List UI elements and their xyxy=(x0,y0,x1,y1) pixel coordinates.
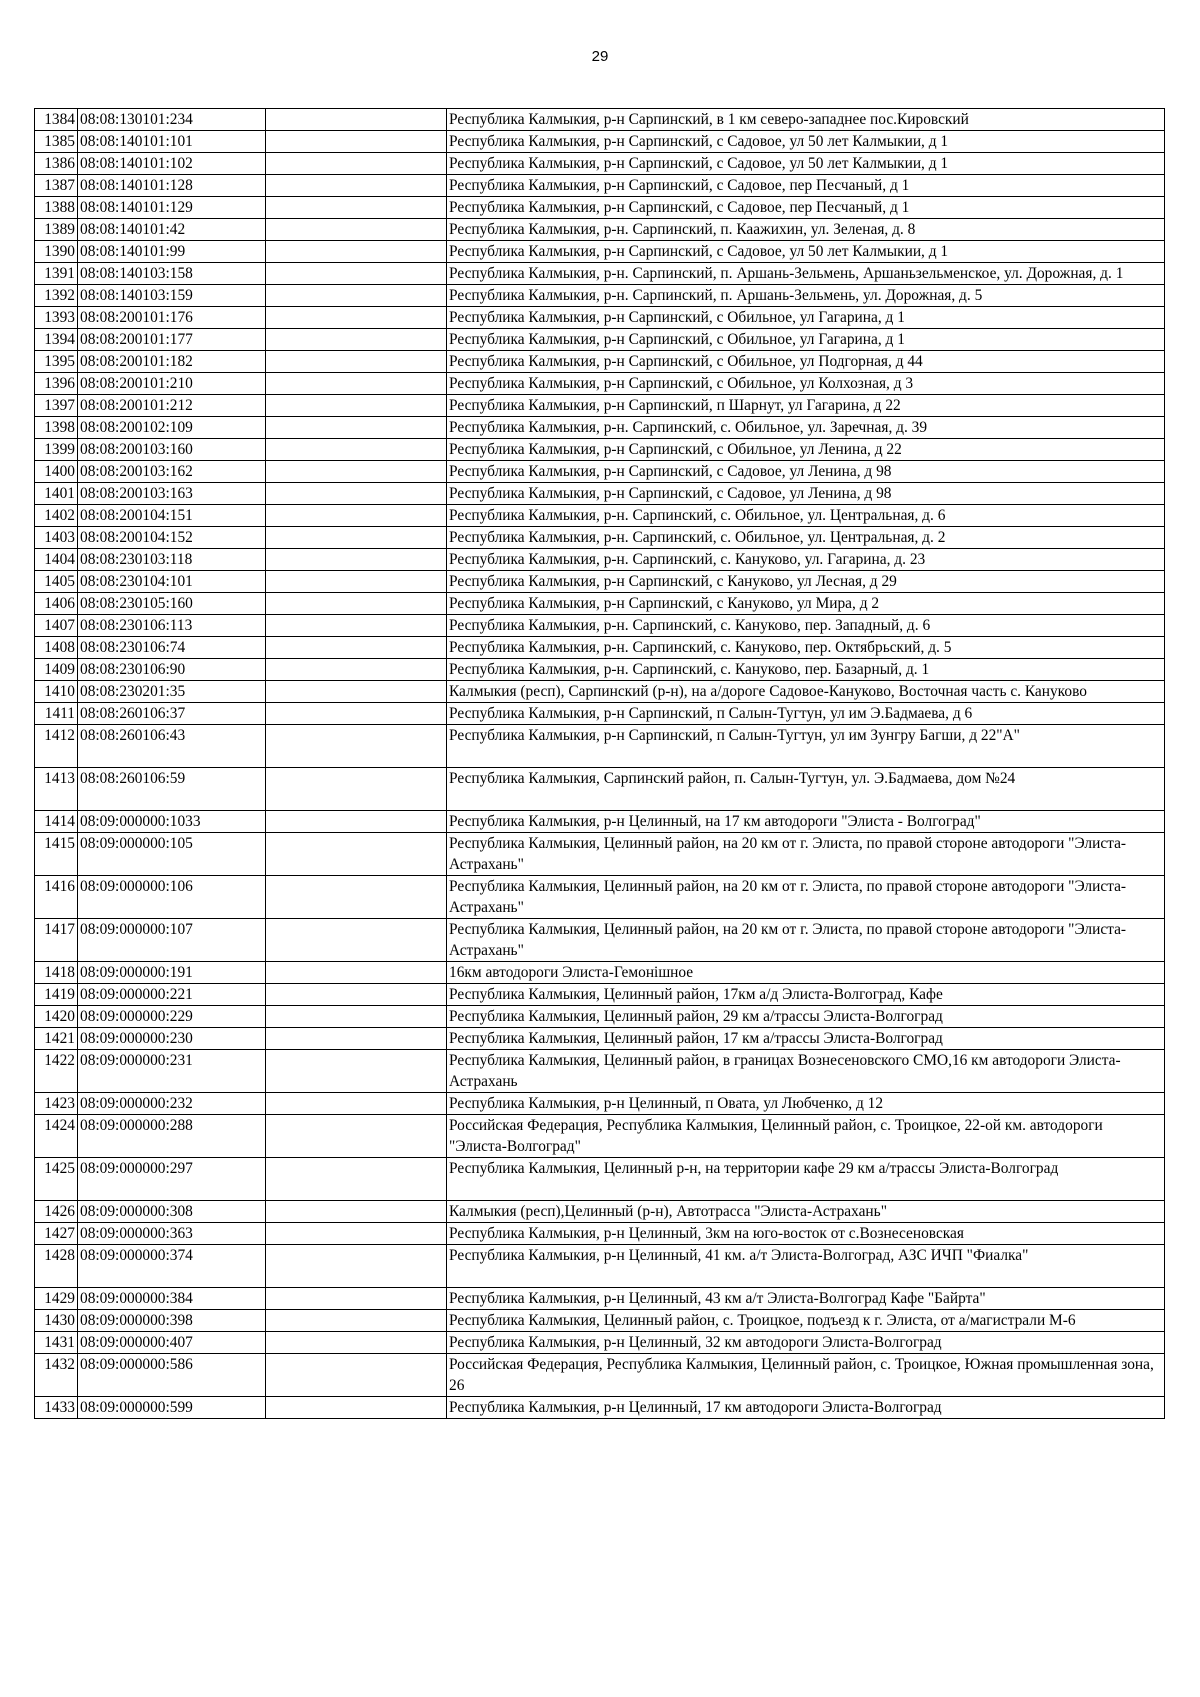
row-number-cell: 1410 xyxy=(35,681,78,703)
empty-cell xyxy=(266,1115,447,1158)
row-number-cell: 1422 xyxy=(35,1050,78,1093)
cadastral-number-cell: 08:09:000000:230 xyxy=(78,1028,266,1050)
address-cell: Республика Калмыкия, р-н. Сарпинский, с. Кануково, ул. Гагарина, д. 23 xyxy=(447,549,1165,571)
cadastral-number-cell: 08:09:000000:398 xyxy=(78,1310,266,1332)
empty-cell xyxy=(266,703,447,725)
empty-cell xyxy=(266,263,447,285)
cadastral-number-cell: 08:08:140101:101 xyxy=(78,131,266,153)
table-row xyxy=(35,219,1165,241)
address-cell: Республика Калмыкия, р-н Целинный, п Овата, ул Любченко, д 12 xyxy=(447,1093,1165,1115)
row-number-cell: 1424 xyxy=(35,1115,78,1158)
table-row xyxy=(35,175,1165,197)
registry-table-body xyxy=(35,109,1165,1419)
address-cell: Республика Калмыкия, р-н. Сарпинский, п. Аршань-Зельмень, ул. Дорожная, д. 5 xyxy=(447,285,1165,307)
table-row xyxy=(35,962,1165,984)
empty-cell xyxy=(266,1245,447,1288)
row-number-cell: 1408 xyxy=(35,637,78,659)
address-cell: Республика Калмыкия, Целинный район, 17 км а/трассы Элиста-Волгоград xyxy=(447,1028,1165,1050)
cadastral-number-cell: 08:08:260106:43 xyxy=(78,725,266,768)
table-row xyxy=(35,615,1165,637)
table-row xyxy=(35,131,1165,153)
address-cell: Республика Калмыкия, р-н Целинный, 3км на юго-восток от с.Вознесеновская xyxy=(447,1223,1165,1245)
row-number-cell: 1433 xyxy=(35,1397,78,1419)
empty-cell xyxy=(266,505,447,527)
address-cell: Республика Калмыкия, р-н. Сарпинский, с. Кануково, пер. Западный, д. 6 xyxy=(447,615,1165,637)
cadastral-number-cell: 08:09:000000:229 xyxy=(78,1006,266,1028)
address-cell: Республика Калмыкия, р-н. Сарпинский, с. Обильное, ул. Центральная, д. 2 xyxy=(447,527,1165,549)
cadastral-number-cell: 08:08:200102:109 xyxy=(78,417,266,439)
address-cell: Республика Калмыкия, р-н Сарпинский, в 1 км северо-западнее пос.Кировский xyxy=(447,109,1165,131)
empty-cell xyxy=(266,483,447,505)
empty-cell xyxy=(266,919,447,962)
empty-cell xyxy=(266,285,447,307)
address-cell: Республика Калмыкия, р-н Сарпинский, с Садовое, ул Ленина, д 98 xyxy=(447,483,1165,505)
address-cell: Республика Калмыкия, р-н Целинный, на 17 км автодороги "Элиста - Волгоград" xyxy=(447,811,1165,833)
empty-cell xyxy=(266,329,447,351)
row-number-cell: 1388 xyxy=(35,197,78,219)
cadastral-number-cell: 08:08:140101:129 xyxy=(78,197,266,219)
address-cell: Республика Калмыкия, Целинный район, на 20 км от г. Элиста, по правой стороне автодороги "Элиста-Астрахань" xyxy=(447,919,1165,962)
address-cell: Республика Калмыкия, р-н Сарпинский, с Обильное, ул Гагарина, д 1 xyxy=(447,307,1165,329)
address-cell: Республика Калмыкия, Целинный р-н, на территории кафе 29 км а/трассы Элиста-Волгоград xyxy=(447,1158,1165,1201)
cadastral-number-cell: 08:08:200101:212 xyxy=(78,395,266,417)
empty-cell xyxy=(266,417,447,439)
cadastral-number-cell: 08:08:200101:176 xyxy=(78,307,266,329)
address-cell: 16км автодороги Элиста-Гемонішное xyxy=(447,962,1165,984)
cadastral-number-cell: 08:09:000000:288 xyxy=(78,1115,266,1158)
table-row xyxy=(35,395,1165,417)
table-row xyxy=(35,1201,1165,1223)
address-cell: Республика Калмыкия, р-н. Сарпинский, п. Каажихин, ул. Зеленая, д. 8 xyxy=(447,219,1165,241)
address-cell: Калмыкия (респ),Целинный (р-н), Автотрасса "Элиста-Астрахань" xyxy=(447,1201,1165,1223)
cadastral-number-cell: 08:08:230103:118 xyxy=(78,549,266,571)
cadastral-number-cell: 08:08:200101:182 xyxy=(78,351,266,373)
cadastral-number-cell: 08:08:140101:42 xyxy=(78,219,266,241)
table-row xyxy=(35,984,1165,1006)
empty-cell xyxy=(266,549,447,571)
row-number-cell: 1394 xyxy=(35,329,78,351)
table-row xyxy=(35,1223,1165,1245)
cadastral-number-cell: 08:08:230106:113 xyxy=(78,615,266,637)
cadastral-number-cell: 08:08:200103:160 xyxy=(78,439,266,461)
row-number-cell: 1416 xyxy=(35,876,78,919)
registry-table xyxy=(34,108,1165,1419)
row-number-cell: 1391 xyxy=(35,263,78,285)
cadastral-number-cell: 08:09:000000:231 xyxy=(78,1050,266,1093)
cadastral-number-cell: 08:09:000000:599 xyxy=(78,1397,266,1419)
row-number-cell: 1392 xyxy=(35,285,78,307)
table-row xyxy=(35,439,1165,461)
address-cell: Республика Калмыкия, р-н Сарпинский, с Обильное, ул Колхозная, д 3 xyxy=(447,373,1165,395)
row-number-cell: 1428 xyxy=(35,1245,78,1288)
table-row xyxy=(35,483,1165,505)
cadastral-number-cell: 08:09:000000:107 xyxy=(78,919,266,962)
row-number-cell: 1407 xyxy=(35,615,78,637)
table-row xyxy=(35,373,1165,395)
empty-cell xyxy=(266,1201,447,1223)
row-number-cell: 1396 xyxy=(35,373,78,395)
cadastral-number-cell: 08:09:000000:191 xyxy=(78,962,266,984)
address-cell: Республика Калмыкия, р-н Сарпинский, п Шарнут, ул Гагарина, д 22 xyxy=(447,395,1165,417)
empty-cell xyxy=(266,1310,447,1332)
cadastral-number-cell: 08:08:200104:151 xyxy=(78,505,266,527)
cadastral-number-cell: 08:08:200103:163 xyxy=(78,483,266,505)
cadastral-number-cell: 08:08:200101:210 xyxy=(78,373,266,395)
empty-cell xyxy=(266,1093,447,1115)
table-row xyxy=(35,681,1165,703)
cadastral-number-cell: 08:08:230104:101 xyxy=(78,571,266,593)
cadastral-number-cell: 08:08:140103:159 xyxy=(78,285,266,307)
empty-cell xyxy=(266,1354,447,1397)
row-number-cell: 1414 xyxy=(35,811,78,833)
address-cell: Республика Калмыкия, р-н Сарпинский, п Салын-Тугтун, ул им Э.Бадмаева, д 6 xyxy=(447,703,1165,725)
address-cell: Российская Федерация, Республика Калмыкия, Целинный район, с. Троицкое, Южная промышленная зона, 26 xyxy=(447,1354,1165,1397)
table-row xyxy=(35,351,1165,373)
row-number-cell: 1393 xyxy=(35,307,78,329)
row-number-cell: 1431 xyxy=(35,1332,78,1354)
empty-cell xyxy=(266,1158,447,1201)
row-number-cell: 1411 xyxy=(35,703,78,725)
cadastral-number-cell: 08:08:200103:162 xyxy=(78,461,266,483)
cadastral-number-cell: 08:08:140103:158 xyxy=(78,263,266,285)
empty-cell xyxy=(266,153,447,175)
row-number-cell: 1402 xyxy=(35,505,78,527)
table-row xyxy=(35,1332,1165,1354)
address-cell: Республика Калмыкия, р-н. Сарпинский, с. Кануково, пер. Октябрьский, д. 5 xyxy=(447,637,1165,659)
address-cell: Республика Калмыкия, Целинный район, на 20 км от г. Элиста, по правой стороне автодороги "Элиста-Астрахань" xyxy=(447,876,1165,919)
table-row xyxy=(35,593,1165,615)
address-cell: Республика Калмыкия, р-н. Сарпинский, с. Обильное, ул. Заречная, д. 39 xyxy=(447,417,1165,439)
table-row xyxy=(35,1028,1165,1050)
empty-cell xyxy=(266,461,447,483)
address-cell: Республика Калмыкия, р-н Сарпинский, с Садовое, ул Ленина, д 98 xyxy=(447,461,1165,483)
cadastral-number-cell: 08:09:000000:586 xyxy=(78,1354,266,1397)
address-cell: Республика Калмыкия, р-н. Сарпинский, п. Аршань-Зельмень, Аршаньзельменское, ул. Дорожная, д. 1 xyxy=(447,263,1165,285)
table-row xyxy=(35,1245,1165,1288)
table-row xyxy=(35,637,1165,659)
row-number-cell: 1432 xyxy=(35,1354,78,1397)
cadastral-number-cell: 08:09:000000:106 xyxy=(78,876,266,919)
cadastral-number-cell: 08:08:200104:152 xyxy=(78,527,266,549)
row-number-cell: 1413 xyxy=(35,768,78,811)
empty-cell xyxy=(266,1050,447,1093)
address-cell: Республика Калмыкия, Целинный район, 17км а/д Элиста-Волгоград, Кафе xyxy=(447,984,1165,1006)
row-number-cell: 1406 xyxy=(35,593,78,615)
address-cell: Республика Калмыкия, р-н Сарпинский, п Салын-Тугтун, ул им Зунгру Багши, д 22"А" xyxy=(447,725,1165,768)
cadastral-number-cell: 08:08:230106:90 xyxy=(78,659,266,681)
row-number-cell: 1417 xyxy=(35,919,78,962)
table-row xyxy=(35,919,1165,962)
table-row xyxy=(35,1397,1165,1419)
cadastral-number-cell: 08:09:000000:384 xyxy=(78,1288,266,1310)
table-row xyxy=(35,1093,1165,1115)
row-number-cell: 1395 xyxy=(35,351,78,373)
address-cell: Республика Калмыкия, р-н Сарпинский, с Садовое, пер Песчаный, д 1 xyxy=(447,175,1165,197)
row-number-cell: 1423 xyxy=(35,1093,78,1115)
address-cell: Калмыкия (респ), Сарпинский (р-н), на а/дороге Садовое-Кануково, Восточная часть с. Кануково xyxy=(447,681,1165,703)
empty-cell xyxy=(266,637,447,659)
table-row xyxy=(35,659,1165,681)
empty-cell xyxy=(266,307,447,329)
row-number-cell: 1426 xyxy=(35,1201,78,1223)
row-number-cell: 1399 xyxy=(35,439,78,461)
cadastral-number-cell: 08:08:230106:74 xyxy=(78,637,266,659)
cadastral-number-cell: 08:09:000000:374 xyxy=(78,1245,266,1288)
empty-cell xyxy=(266,197,447,219)
table-row xyxy=(35,811,1165,833)
empty-cell xyxy=(266,833,447,876)
table-row xyxy=(35,505,1165,527)
row-number-cell: 1400 xyxy=(35,461,78,483)
table-row xyxy=(35,876,1165,919)
table-row xyxy=(35,703,1165,725)
address-cell: Республика Калмыкия, р-н Сарпинский, с Садовое, ул 50 лет Калмыкии, д 1 xyxy=(447,153,1165,175)
cadastral-number-cell: 08:08:260106:37 xyxy=(78,703,266,725)
address-cell: Республика Калмыкия, р-н Сарпинский, с Кануково, ул Мира, д 2 xyxy=(447,593,1165,615)
row-number-cell: 1409 xyxy=(35,659,78,681)
cadastral-number-cell: 08:08:260106:59 xyxy=(78,768,266,811)
cadastral-number-cell: 08:09:000000:221 xyxy=(78,984,266,1006)
row-number-cell: 1418 xyxy=(35,962,78,984)
address-cell: Республика Калмыкия, Целинный район, 29 км а/трассы Элиста-Волгоград xyxy=(447,1006,1165,1028)
empty-cell xyxy=(266,681,447,703)
row-number-cell: 1421 xyxy=(35,1028,78,1050)
empty-cell xyxy=(266,373,447,395)
cadastral-number-cell: 08:08:140101:128 xyxy=(78,175,266,197)
address-cell: Республика Калмыкия, р-н Сарпинский, с Садовое, пер Песчаный, д 1 xyxy=(447,197,1165,219)
row-number-cell: 1415 xyxy=(35,833,78,876)
address-cell: Республика Калмыкия, р-н Сарпинский, с Обильное, ул Подгорная, д 44 xyxy=(447,351,1165,373)
table-row xyxy=(35,1310,1165,1332)
address-cell: Республика Калмыкия, р-н Целинный, 43 км а/т Элиста-Волгоград Кафе "Байрта" xyxy=(447,1288,1165,1310)
empty-cell xyxy=(266,1028,447,1050)
empty-cell xyxy=(266,659,447,681)
row-number-cell: 1425 xyxy=(35,1158,78,1201)
empty-cell xyxy=(266,1332,447,1354)
cadastral-number-cell: 08:08:140101:99 xyxy=(78,241,266,263)
table-row xyxy=(35,527,1165,549)
table-row xyxy=(35,1006,1165,1028)
row-number-cell: 1385 xyxy=(35,131,78,153)
table-row xyxy=(35,1050,1165,1093)
empty-cell xyxy=(266,351,447,373)
table-row xyxy=(35,263,1165,285)
empty-cell xyxy=(266,1223,447,1245)
cadastral-number-cell: 08:08:230105:160 xyxy=(78,593,266,615)
table-row xyxy=(35,1115,1165,1158)
row-number-cell: 1429 xyxy=(35,1288,78,1310)
empty-cell xyxy=(266,984,447,1006)
table-row xyxy=(35,461,1165,483)
address-cell: Республика Калмыкия, р-н Сарпинский, с Кануково, ул Лесная, д 29 xyxy=(447,571,1165,593)
cadastral-number-cell: 08:09:000000:407 xyxy=(78,1332,266,1354)
row-number-cell: 1427 xyxy=(35,1223,78,1245)
row-number-cell: 1398 xyxy=(35,417,78,439)
empty-cell xyxy=(266,1397,447,1419)
empty-cell xyxy=(266,593,447,615)
empty-cell xyxy=(266,219,447,241)
table-row xyxy=(35,1158,1165,1201)
row-number-cell: 1404 xyxy=(35,549,78,571)
empty-cell xyxy=(266,571,447,593)
table-row xyxy=(35,109,1165,131)
row-number-cell: 1387 xyxy=(35,175,78,197)
empty-cell xyxy=(266,1006,447,1028)
empty-cell xyxy=(266,131,447,153)
cadastral-number-cell: 08:09:000000:297 xyxy=(78,1158,266,1201)
address-cell: Республика Калмыкия, р-н Целинный, 17 км автодороги Элиста-Волгоград xyxy=(447,1397,1165,1419)
cadastral-number-cell: 08:09:000000:105 xyxy=(78,833,266,876)
empty-cell xyxy=(266,811,447,833)
address-cell: Республика Калмыкия, р-н Сарпинский, с Обильное, ул Ленина, д 22 xyxy=(447,439,1165,461)
row-number-cell: 1403 xyxy=(35,527,78,549)
address-cell: Республика Калмыкия, Целинный район, с. Троицкое, подъезд к г. Элиста, от а/магистрали М-6 xyxy=(447,1310,1165,1332)
empty-cell xyxy=(266,615,447,637)
table-row xyxy=(35,329,1165,351)
address-cell: Республика Калмыкия, р-н Сарпинский, с Садовое, ул 50 лет Калмыкии, д 1 xyxy=(447,241,1165,263)
cadastral-number-cell: 08:09:000000:1033 xyxy=(78,811,266,833)
page-number: 29 xyxy=(591,48,609,65)
cadastral-number-cell: 08:08:140101:102 xyxy=(78,153,266,175)
empty-cell xyxy=(266,768,447,811)
empty-cell xyxy=(266,175,447,197)
empty-cell xyxy=(266,439,447,461)
cadastral-number-cell: 08:08:130101:234 xyxy=(78,109,266,131)
cadastral-number-cell: 08:08:230201:35 xyxy=(78,681,266,703)
address-cell: Республика Калмыкия, Целинный район, на 20 км от г. Элиста, по правой стороне автодороги "Элиста-Астрахань" xyxy=(447,833,1165,876)
table-row xyxy=(35,1354,1165,1397)
table-row xyxy=(35,241,1165,263)
table-row xyxy=(35,833,1165,876)
row-number-cell: 1386 xyxy=(35,153,78,175)
table-row xyxy=(35,417,1165,439)
address-cell: Республика Калмыкия, р-н Сарпинский, с Садовое, ул 50 лет Калмыкии, д 1 xyxy=(447,131,1165,153)
table-row xyxy=(35,197,1165,219)
cadastral-number-cell: 08:09:000000:308 xyxy=(78,1201,266,1223)
table-row xyxy=(35,549,1165,571)
row-number-cell: 1420 xyxy=(35,1006,78,1028)
address-cell: Республика Калмыкия, р-н Целинный, 32 км автодороги Элиста-Волгоград xyxy=(447,1332,1165,1354)
address-cell: Республика Калмыкия, р-н Целинный, 41 км. а/т Элиста-Волгоград, АЗС ИЧП "Фиалка" xyxy=(447,1245,1165,1288)
table-row xyxy=(35,153,1165,175)
empty-cell xyxy=(266,876,447,919)
address-cell: Республика Калмыкия, р-н. Сарпинский, с. Кануково, пер. Базарный, д. 1 xyxy=(447,659,1165,681)
row-number-cell: 1412 xyxy=(35,725,78,768)
table-row xyxy=(35,571,1165,593)
empty-cell xyxy=(266,527,447,549)
row-number-cell: 1397 xyxy=(35,395,78,417)
cadastral-number-cell: 08:09:000000:363 xyxy=(78,1223,266,1245)
table-row xyxy=(35,307,1165,329)
table-row xyxy=(35,725,1165,768)
cadastral-number-cell: 08:08:200101:177 xyxy=(78,329,266,351)
table-row xyxy=(35,768,1165,811)
empty-cell xyxy=(266,725,447,768)
empty-cell xyxy=(266,1288,447,1310)
address-cell: Республика Калмыкия, р-н Сарпинский, с Обильное, ул Гагарина, д 1 xyxy=(447,329,1165,351)
empty-cell xyxy=(266,241,447,263)
row-number-cell: 1384 xyxy=(35,109,78,131)
address-cell: Российская Федерация, Республика Калмыкия, Целинный район, с. Троицкое, 22-ой км. автодороги "Элиста-Волгоград" xyxy=(447,1115,1165,1158)
row-number-cell: 1405 xyxy=(35,571,78,593)
address-cell: Республика Калмыкия, р-н. Сарпинский, с. Обильное, ул. Центральная, д. 6 xyxy=(447,505,1165,527)
address-cell: Республика Калмыкия, Сарпинский район, п. Салын-Тугтун, ул. Э.Бадмаева, дом №24 xyxy=(447,768,1165,811)
address-cell: Республика Калмыкия, Целинный район, в границах Вознесеновского СМО,16 км автодороги Элиста-Астрахань xyxy=(447,1050,1165,1093)
cadastral-number-cell: 08:09:000000:232 xyxy=(78,1093,266,1115)
row-number-cell: 1401 xyxy=(35,483,78,505)
empty-cell xyxy=(266,962,447,984)
empty-cell xyxy=(266,109,447,131)
empty-cell xyxy=(266,395,447,417)
row-number-cell: 1419 xyxy=(35,984,78,1006)
row-number-cell: 1430 xyxy=(35,1310,78,1332)
table-row xyxy=(35,285,1165,307)
row-number-cell: 1389 xyxy=(35,219,78,241)
row-number-cell: 1390 xyxy=(35,241,78,263)
table-row xyxy=(35,1288,1165,1310)
